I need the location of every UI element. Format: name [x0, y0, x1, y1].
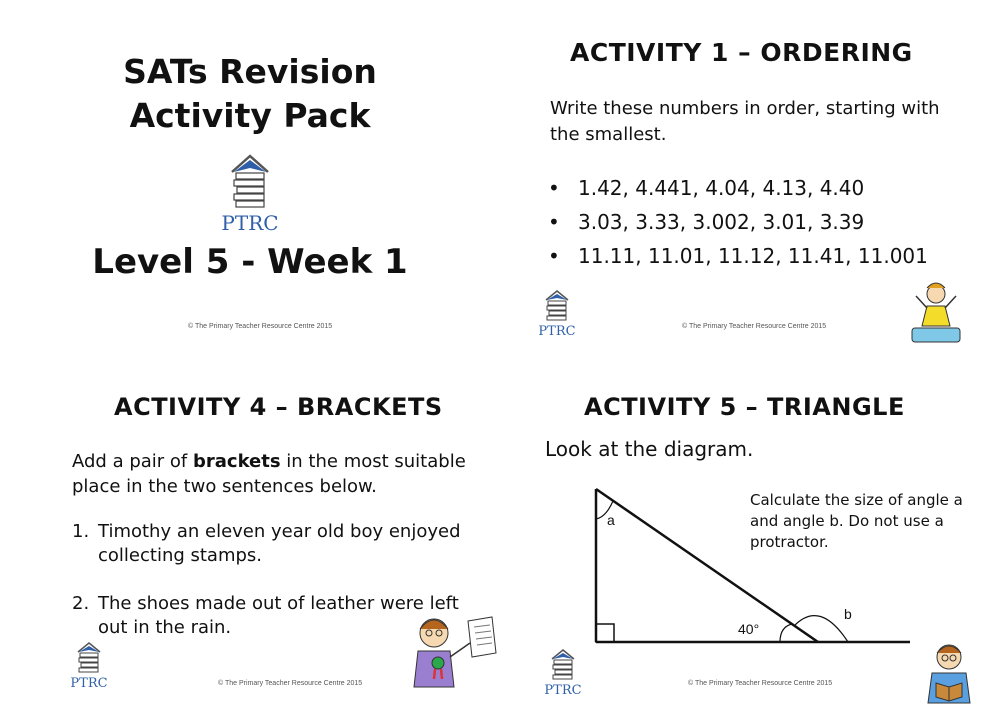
- activity5-heading: ACTIVITY 5 – TRIANGLE: [584, 393, 905, 421]
- question-number: 1.: [72, 521, 90, 542]
- books-stack-icon: [546, 291, 568, 320]
- cover-level: Level 5 - Week 1: [92, 242, 408, 282]
- angle-40-label: 40°: [738, 621, 760, 637]
- list-item: • 1.42, 4.441, 4.04, 4.13, 4.40: [548, 171, 928, 205]
- cover-title-line1: SATs Revision: [123, 52, 377, 91]
- books-stack-icon: [232, 156, 268, 207]
- copyright-text: © The Primary Teacher Resource Centre 2015: [218, 680, 363, 687]
- bullet-icon: •: [548, 210, 560, 234]
- number-list: [548, 171, 928, 273]
- ptrc-logo: [214, 150, 286, 238]
- activity1-heading: ACTIVITY 1 – ORDERING: [570, 38, 913, 67]
- books-stack-icon: [78, 643, 100, 672]
- angle-b-label: b: [844, 606, 852, 622]
- angle-b-arc: [794, 616, 848, 642]
- question-number: 2.: [72, 593, 90, 614]
- books-stack-icon: [552, 650, 574, 679]
- list-item: • 11.11, 11.01, 11.12, 11.41, 11.001: [548, 239, 928, 273]
- cover-title-line2: Activity Pack: [129, 96, 371, 135]
- activity1-panel: [500, 0, 1000, 356]
- school-girl-icon: [910, 278, 962, 344]
- ptrc-small-logo: [66, 640, 112, 692]
- bullet-icon: •: [548, 176, 560, 200]
- bold-keyword: brackets: [192, 451, 281, 472]
- ptrc-small-logo: [540, 647, 586, 699]
- copyright-text: © The Primary Teacher Resource Centre 2015: [688, 680, 833, 687]
- question-text: Timothy an eleven year old boy enjoyed collecting stamps.: [98, 521, 461, 566]
- right-angle-marker: [596, 624, 614, 642]
- cover-title: [0, 50, 500, 138]
- list-item: • 3.03, 3.33, 3.002, 3.01, 3.39: [548, 205, 928, 239]
- angle-a-label: a: [607, 512, 615, 528]
- ptrc-small-logo: [534, 288, 580, 340]
- activity5-calc-text: Calculate the size of angle a and angle b. Do not use a protractor.: [750, 491, 963, 551]
- question-text: The shoes made out of leather were left out in the rain.: [98, 593, 459, 638]
- logo-text: PTRC: [221, 211, 279, 235]
- svg-text:PTRC: PTRC: [70, 676, 108, 691]
- activity5-panel: [500, 357, 1000, 713]
- boy-reading-icon: [920, 639, 978, 705]
- activity4-panel: [0, 357, 500, 713]
- cover-panel: [0, 0, 500, 356]
- activity4-instruction: Add a pair of brackets in the most suitable place in the two sentences below.: [72, 451, 466, 497]
- svg-text:PTRC: PTRC: [544, 683, 582, 698]
- boy-with-certificate-icon: [400, 607, 500, 697]
- copyright-text: © The Primary Teacher Resource Centre 2015: [188, 323, 333, 330]
- svg-text:PTRC: PTRC: [538, 324, 576, 339]
- question-item: [72, 520, 492, 568]
- activity4-heading: ACTIVITY 4 – BRACKETS: [114, 393, 443, 421]
- copyright-text: © The Primary Teacher Resource Centre 2015: [682, 323, 827, 330]
- angle-40-arc: [780, 624, 792, 642]
- bullet-icon: •: [548, 244, 560, 268]
- activity5-instruction: Look at the diagram.: [545, 437, 754, 461]
- activity1-instruction: Write these numbers in order, starting with the smallest.: [550, 98, 940, 145]
